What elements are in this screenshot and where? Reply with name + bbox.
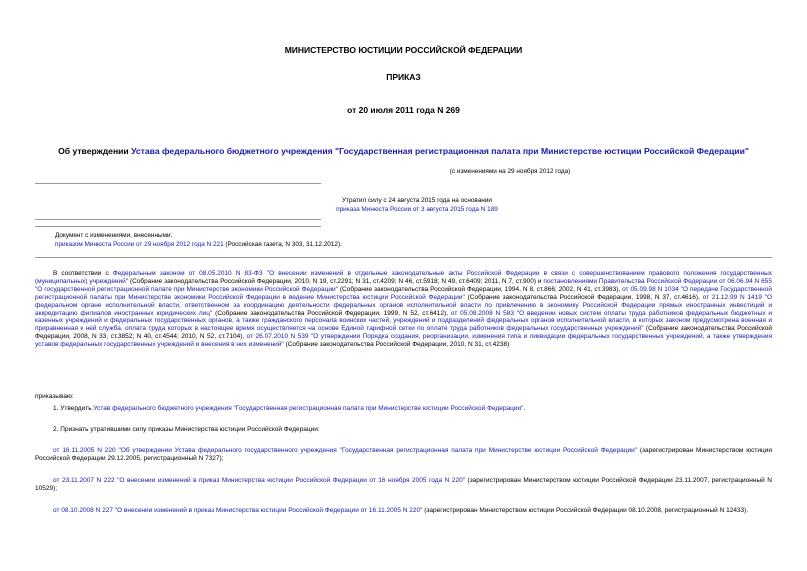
preamble-text: (Собрание законодательства Российской Федерации, 1994, N 8, ст.866; 2002, N 41, ст.3983), — [337, 285, 623, 293]
preamble-text: (Собрание законодательства Российской Федерации, 2010, N 19, ст.2291; N 31, ст.4209; N 46, ст.5918; N 49, ст.6409; 2011, N 7, ст.900) и — [128, 277, 544, 285]
divider — [35, 226, 321, 227]
item-1 — [35, 405, 772, 413]
item-1-end: . — [523, 405, 526, 412]
changes-block — [55, 232, 555, 249]
order-word: приказываю: — [35, 393, 74, 400]
repeal-item-1 — [35, 447, 772, 463]
preamble-paragraph — [35, 270, 772, 349]
lost-force-text: Утратил силу с 24 августа 2015 года на основании — [342, 197, 492, 204]
divider — [35, 183, 321, 184]
item-2: 2. Признать утратившими силу приказы Министерства юстиции Российской Федерации: — [53, 426, 320, 433]
doc-date: от 20 июля 2011 года N 269 — [347, 105, 460, 115]
resolution-1419-link[interactable]: от 21.12.99 N 1419 "О федеральном органе исполнительной власти, ответственном за координацию деятельности федеральных органов исполнительной власти по привлечению в экономику Российской Федерации прямых иностранных инвестиций и аккредитацию филиалов иностранных юридических лиц" — [35, 293, 773, 317]
divider — [35, 257, 772, 258]
changes-heading: Документ с изменениями, внесенными: — [55, 232, 173, 239]
federal-law-link[interactable]: Федеральным законом от 08.05.2010 N 83-ФЗ "О внесении изменений в отдельные законодательные акты Российской Федерации в связи с совершенствованием правового положения государственных (муниципальных) учреждений" — [35, 270, 772, 285]
amended-note: (с изменениями на 29 ноября 2012 года) — [449, 168, 571, 175]
government-resolution-link[interactable]: постановлениями Правительства Российской Федерации от 06.06.94 N 655 "О государственной регистрационной палате при Министерстве экономики Российской Федерации" — [35, 277, 772, 293]
order-220-link[interactable]: от 16.11.2005 N 220 "Об утверждении Устава федерального государственного учреждения "Государственная регистрационная палата при Министерстве юстиции Российской Федерации" — [53, 447, 638, 454]
changes-order-link[interactable]: приказом Минюста России от 29 ноября 2012 года N 221 — [55, 241, 224, 249]
divider — [35, 219, 321, 220]
resolution-1034-link[interactable]: от 05.09.98 N 1034 "О передаче Государственной регистрационной палаты при Министерстве экономики Российской Федерации в ведение Министерства юстиции Российской Федерации" — [35, 285, 772, 301]
ministry-heading: МИНИСТЕРСТВО ЮСТИЦИИ РОССИЙСКОЙ ФЕДЕРАЦИИ — [284, 45, 523, 55]
repeal-1-registration: (зарегистрирован Министерством юстиции Российской Федерации 29.12.2005, регистрационный N 7327); — [35, 447, 772, 462]
preamble-text: В соответствии с — [53, 270, 113, 277]
order-222-link[interactable]: от 23.11.2007 N 222 "О внесении изменений в приказ Министерства юстиции Российской Федерации от 16 ноября 2005 года N 220" — [53, 477, 466, 484]
title-prefix: Об утверждении — [58, 146, 132, 156]
changes-source: (Российская газета, N 303, 31.12.2012). — [223, 241, 342, 249]
repeal-item-2 — [35, 477, 772, 493]
resolution-583-link[interactable]: от 05.08.2008 N 583 "О введении новых систем оплаты труда работников федеральных бюджетных и казенных учреждений и федеральных государственных органов, а также гражданского персонала воинских частей, учреждений и подразделений федеральных органов исполнительной власти, в которых законом предусмотрена военная и приравненная к ней служба, оплата труда которых в настоящее время осуществляется на основе Единой тарифной сетки по оплате труда работников федеральных государственных учреждений" — [35, 309, 773, 333]
item-1-charter-link[interactable]: Устав федерального бюджетного учреждения "Государственная регистрационная палата при Министерстве юстиции Российской Федерации" — [93, 405, 524, 412]
preamble-text: (Собрание законодательства Российской Федерации, 2008, N 33, ст.3852; N 40, ст.4544; 2010, N 52, ст.7104), — [35, 325, 772, 341]
doc-title — [0, 146, 807, 156]
lost-force-notice — [297, 197, 537, 214]
doc-type-heading: ПРИКАЗ — [386, 72, 421, 82]
item-1-text: 1. Утвердить — [53, 405, 94, 412]
order-227-link[interactable]: от 08.10.2008 N 227 "О внесении изменений в приказ Министерства юстиции Российской Федерации от 16.11.2005 N 220" — [53, 507, 423, 514]
preamble-text: (Собрание законодательства Российской Федерации, 1999, N 52, ст.6412), — [212, 309, 451, 317]
repeal-2-registration: (зарегистрирован Министерством юстиции Российской Федерации 23.11.2007, регистрационный N 10529); — [35, 477, 772, 492]
repeal-3-registration: (зарегистрирован Министерством юстиции Российской Федерации 08.10.2008, регистрационный N 12433). — [422, 507, 749, 514]
resolution-539-link[interactable]: от 26.07.2010 N 539 "О утверждении Порядка создания, реорганизации, изменения типа и ликвидации федеральных государственных учреждений, а также утверждения уставов федеральных государственных учреждений и внесения в них изменений" — [35, 333, 772, 349]
preamble-text: (Собрание законодательства Российской Федерации, 1998, N 37, ст.4616), — [464, 293, 703, 301]
preamble-text: (Собрание законодательства Российской Федерации, 2010, N 31, ст.4238) — [283, 341, 510, 349]
repeal-item-3 — [35, 507, 772, 515]
title-charter-link[interactable]: Устава федерального бюджетного учреждения "Государственная регистрационная палата при Министерстве юстиции Российской Федерации" — [131, 146, 749, 156]
lost-force-link[interactable]: приказа Минюста России от 3 августа 2015 года N 189 — [336, 206, 498, 214]
